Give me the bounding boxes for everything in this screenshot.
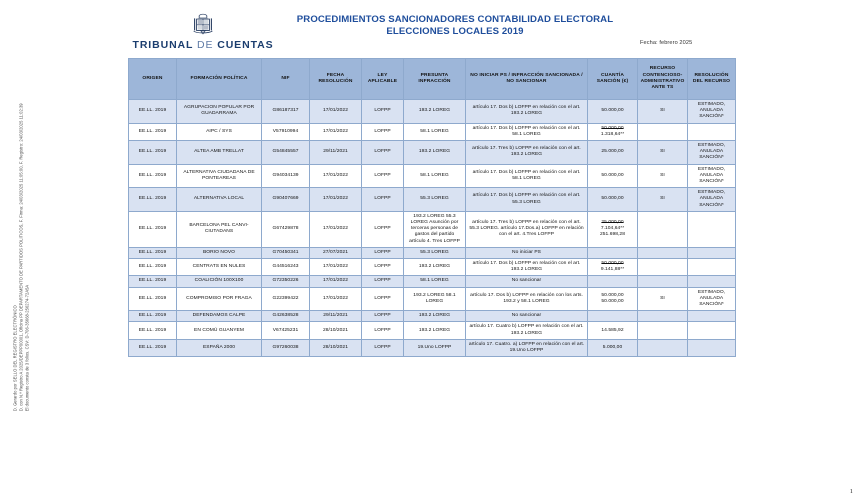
cell-resolucion: ESTIMADO, ANULADA SANCIÓN*: [688, 188, 736, 212]
cell-infraccion: 193.2 LOREG 55.3 LOREG Asunción por terceras personas de gastos del partido artículo 4. Tres LOFPP: [404, 211, 466, 247]
cell-formacion: BORIO NOVO: [177, 247, 262, 258]
cell-nif: V67425231: [262, 322, 310, 339]
brand-word-de: DE: [197, 39, 214, 51]
cell-formacion: ALTEA AMB TRELLAT: [177, 141, 262, 165]
page-title: [255, 14, 655, 37]
cell-ley: LOFPP: [362, 123, 404, 140]
cell-no-iniciar: artículo 17. Dos b) LOFPP en relación con el art. 193.2 LOREG: [466, 259, 588, 276]
cell-no-iniciar: artículo 17. Dos b) LOFPP en relación con el art. 193.2 LOREG: [466, 100, 588, 124]
cell-origen: EE.LL. 2019: [129, 247, 177, 258]
cell-recurso: SI: [638, 100, 688, 124]
column-header-ley: LEY APLICABLE: [362, 59, 404, 100]
table-header-row: [129, 59, 736, 100]
cell-recurso: [638, 247, 688, 258]
cell-resolucion: ESTIMADO, ANULADA SANCIÓN*: [688, 287, 736, 311]
column-header-fecha: FECHA RESOLUCIÓN: [310, 59, 362, 100]
cell-ley: LOFPP: [362, 339, 404, 356]
page-title-line-2: ELECCIONES LOCALES 2019: [386, 25, 524, 37]
amount-value: 50.000,00: [601, 172, 624, 178]
cell-ley: LOFPP: [362, 247, 404, 258]
amount-value: 14.585,92: [601, 327, 624, 333]
cell-nif: G97260038: [262, 339, 310, 356]
amount-value: 251.698,28: [600, 232, 625, 238]
cell-ley: LOFPP: [362, 211, 404, 247]
cell-fecha: 17/01/2022: [310, 259, 362, 276]
column-header-recurso: RECURSO CONTENCIOSO-ADMINISTRATIVO ANTE TS: [638, 59, 688, 100]
amount-value: 9.141,88**: [600, 267, 625, 273]
cell-no-iniciar: artículo 17. Dos b) LOFPP en relación con el art. 58.1 LOREG: [466, 164, 588, 188]
column-header-infraccion: PRESUNTA INFRACCIÓN: [404, 59, 466, 100]
cell-recurso: [638, 311, 688, 322]
cell-origen: EE.LL. 2019: [129, 287, 177, 311]
cell-nif: G42638528: [262, 311, 310, 322]
cell-cuantia: [588, 259, 638, 276]
cell-recurso: SI: [638, 141, 688, 165]
amount-value: 50.000,00: [601, 125, 624, 131]
page-title-line-1: PROCEDIMIENTOS SANCIONADORES CONTABILIDAD ELECTORAL: [296, 14, 614, 25]
cell-no-iniciar: No sancionar: [466, 276, 588, 287]
cell-resolucion: [688, 247, 736, 258]
sanction-procedures-table-container: [128, 58, 853, 495]
cell-nif: V57910994: [262, 123, 310, 140]
cell-formacion: AGRUPACION POPULAR POR GUADARRAMA: [177, 100, 262, 124]
cell-origen: EE.LL. 2019: [129, 123, 177, 140]
cell-resolucion: ESTIMADO, ANULADA SANCIÓN*: [688, 164, 736, 188]
cell-origen: EE.LL. 2019: [129, 141, 177, 165]
amount-value: 50.000,00: [601, 108, 624, 114]
cell-formacion: BARCELONA PEL CANVI-CIUTADANS: [177, 211, 262, 247]
electronic-registry-stamp-text: [13, 71, 32, 411]
cell-no-iniciar: artículo 17. Dos b) LOFPP en relación con el art. 55.3 LOREG: [466, 188, 588, 212]
table-body: [129, 100, 736, 357]
cell-infraccion: 58.1 LOREG: [404, 276, 466, 287]
cell-ley: LOFPP: [362, 188, 404, 212]
cell-infraccion: 193.2 LOREG: [404, 100, 466, 124]
table-row: [129, 211, 736, 247]
cell-no-iniciar: No sancionar: [466, 311, 588, 322]
table-row: [129, 123, 736, 140]
cell-origen: EE.LL. 2019: [129, 322, 177, 339]
amount-value: 1.318,64**: [600, 131, 625, 137]
column-header-nif: NIF: [262, 59, 310, 100]
cell-recurso: SI: [638, 287, 688, 311]
cell-origen: EE.LL. 2019: [129, 339, 177, 356]
cell-nif: G86187317: [262, 100, 310, 124]
cell-resolucion: [688, 322, 736, 339]
cell-nif: G44516243: [262, 259, 310, 276]
document-header: [0, 0, 850, 56]
cell-formacion: COMPROMISO POR FRAGA: [177, 287, 262, 311]
cell-origen: EE.LL. 2019: [129, 188, 177, 212]
cell-cuantia: [588, 188, 638, 212]
table-row: [129, 141, 736, 165]
cell-resolucion: ESTIMADO, ANULADA SANCIÓN*: [688, 141, 736, 165]
cell-infraccion: 193.2 LOREG: [404, 311, 466, 322]
amount-value: 50.000,00: [601, 292, 624, 298]
cell-resolucion: [688, 276, 736, 287]
cell-resolucion: [688, 211, 736, 247]
cell-fecha: 27/07/2021: [310, 247, 362, 258]
table-row: [129, 339, 736, 356]
cell-fecha: 29/11/2021: [310, 141, 362, 165]
spanish-coat-of-arms-icon: [189, 13, 217, 38]
cell-nif: G90407669: [262, 188, 310, 212]
table-row: [129, 287, 736, 311]
cell-origen: EE.LL. 2019: [129, 100, 177, 124]
cell-recurso: [638, 276, 688, 287]
document-date: Fecha: febrero 2025: [640, 40, 693, 46]
cell-infraccion: 193.2 LOREG: [404, 259, 466, 276]
table-row: [129, 100, 736, 124]
cell-formacion: ALTERNATIVA CIUDADANA DE PONTEAREAS: [177, 164, 262, 188]
amount-value: 25.000,00: [601, 220, 624, 226]
amount-value: 50.000,00: [601, 298, 624, 304]
cell-origen: EE.LL. 2019: [129, 259, 177, 276]
cell-formacion: ALTERNATIVA LOCAL: [177, 188, 262, 212]
brand-word-tribunal: TRIBUNAL: [132, 39, 194, 51]
cell-infraccion: 55.3 LOREG: [404, 247, 466, 258]
stamp-line-1: D. Gerardo por SELLO DEL REGISTRO ELECTRÓNICO: [12, 305, 18, 412]
cell-infraccion: 58.1 LOREG: [404, 164, 466, 188]
cell-fecha: 29/11/2021: [310, 311, 362, 322]
amount-value: 7.104,64**: [600, 226, 625, 232]
cell-infraccion: 193.2 LOREG 58.1 LOREG: [404, 287, 466, 311]
table-row: [129, 188, 736, 212]
cell-ley: LOFPP: [362, 259, 404, 276]
amount-value: 50.000,00: [601, 261, 624, 267]
cell-ley: LOFPP: [362, 141, 404, 165]
table-row: [129, 259, 736, 276]
cell-nif: G94034139: [262, 164, 310, 188]
cell-cuantia: [588, 141, 638, 165]
column-header-resolucion: RESOLUCIÓN DEL RECURSO: [688, 59, 736, 100]
cell-origen: EE.LL. 2019: [129, 211, 177, 247]
cell-infraccion: 55.3 LOREG: [404, 188, 466, 212]
cell-no-iniciar: artículo 17. Cuatro. a) LOFPP en relación con el art. 19.Uno LOFPP: [466, 339, 588, 356]
cell-ley: LOFPP: [362, 164, 404, 188]
cell-no-iniciar: artículo 17. Cuatro b) LOFPP en relación con el art. 193.2 LOREG: [466, 322, 588, 339]
cell-origen: EE.LL. 2019: [129, 311, 177, 322]
electronic-registry-stamp: [0, 0, 34, 480]
cell-fecha: 17/01/2022: [310, 276, 362, 287]
cell-recurso: [638, 339, 688, 356]
cell-nif: G70450341: [262, 247, 310, 258]
cell-cuantia: [588, 287, 638, 311]
cell-nif: G54845557: [262, 141, 310, 165]
cell-cuantia: [588, 322, 638, 339]
cell-nif: G67429878: [262, 211, 310, 247]
cell-resolucion: [688, 311, 736, 322]
cell-origen: EE.LL. 2019: [129, 164, 177, 188]
cell-ley: LOFPP: [362, 100, 404, 124]
cell-cuantia: [588, 276, 638, 287]
cell-infraccion: 19.Uno LOFPP: [404, 339, 466, 356]
cell-no-iniciar: artículo 17. Tres b) LOFPP en relación con el art. 193.2 LOREG: [466, 141, 588, 165]
cell-formacion: CENTRATS EN NULES: [177, 259, 262, 276]
cell-infraccion: 193.2 LOREG: [404, 322, 466, 339]
cell-no-iniciar: artículo 17. Tres b) LOFPP en relación con el art. 55.3 LOREG. artículo 17.Dos.a) LOFPP en relación con el art. 4.Tres LOFPP: [466, 211, 588, 247]
table-row: [129, 247, 736, 258]
column-header-origen: ORIGEN: [129, 59, 177, 100]
cell-resolucion: [688, 123, 736, 140]
column-header-no-iniciar: NO INICIAR PS / INFRACCIÓN SANCIONADA / NO SANCIONAR: [466, 59, 588, 100]
cell-recurso: [638, 123, 688, 140]
cell-ley: LOFPP: [362, 276, 404, 287]
cell-resolucion: [688, 259, 736, 276]
cell-fecha: 17/01/2022: [310, 211, 362, 247]
table-row: [129, 311, 736, 322]
cell-cuantia: [588, 164, 638, 188]
cell-recurso: [638, 211, 688, 247]
cell-cuantia: [588, 247, 638, 258]
cell-fecha: 28/10/2021: [310, 322, 362, 339]
amount-value: 25.000,00: [601, 149, 624, 155]
sanction-procedures-table: [128, 58, 736, 357]
cell-cuantia: [588, 211, 638, 247]
cell-nif: G22399422: [262, 287, 310, 311]
cell-no-iniciar: artículo 17. Dos b) LOFPP en relación con el art. 58.1 LOREG: [466, 123, 588, 140]
cell-no-iniciar: artículo 17. Dos b) LOFPP en relación con los arts. 193.2 y 58.1 LOREG: [466, 287, 588, 311]
cell-cuantia: [588, 311, 638, 322]
cell-fecha: 17/01/2022: [310, 123, 362, 140]
cell-recurso: [638, 322, 688, 339]
organization-name: [108, 39, 298, 51]
cell-resolucion: ESTIMADO, ANULADA SANCIÓN*: [688, 100, 736, 124]
cell-cuantia: [588, 100, 638, 124]
cell-origen: EE.LL. 2019: [129, 276, 177, 287]
cell-recurso: SI: [638, 188, 688, 212]
column-header-formacion: FORMACIÓN POLÍTICA: [177, 59, 262, 100]
cell-formacion: AIPC / SYS: [177, 123, 262, 140]
cell-fecha: 17/01/2022: [310, 164, 362, 188]
cell-recurso: SI: [638, 164, 688, 188]
table-row: [129, 164, 736, 188]
cell-fecha: 28/10/2021: [310, 339, 362, 356]
table-row: [129, 322, 736, 339]
cell-fecha: 17/01/2022: [310, 188, 362, 212]
stamp-line-2: D. con N.º Registro A 2025/DEPPP00001, Oficina PP DEPARTAMENTO DE PARTIDOS POLITICOS, F. Firma: 24/03/2025 11:05:00, F. Registro: 24/03/2025 11:02:39: [18, 103, 24, 412]
column-header-cuantia: CUANTÍA SANCIÓN (€): [588, 59, 638, 100]
cell-no-iniciar: No iniciar PS: [466, 247, 588, 258]
cell-cuantia: [588, 339, 638, 356]
cell-cuantia: [588, 123, 638, 140]
cell-fecha: 17/01/2022: [310, 100, 362, 124]
cell-ley: LOFPP: [362, 287, 404, 311]
cell-formacion: COALICIÓN 100X100: [177, 276, 262, 287]
cell-formacion: EN COMÚ GUANYEM: [177, 322, 262, 339]
cell-nif: G72350226: [262, 276, 310, 287]
page-number: 1: [849, 488, 853, 495]
cell-formacion: DEFENDAMOS CALPE: [177, 311, 262, 322]
cell-infraccion: 58.1 LOREG: [404, 123, 466, 140]
cell-recurso: [638, 259, 688, 276]
table-header: [129, 59, 736, 100]
amount-value: 5.000,00: [602, 344, 623, 350]
amount-value: 50.000,00: [601, 196, 624, 202]
cell-infraccion: 193.2 LOREG: [404, 141, 466, 165]
table-row: [129, 276, 736, 287]
brand-word-cuentas: CUENTAS: [217, 39, 274, 51]
cell-resolucion: [688, 339, 736, 356]
stamp-line-3: El documento consta de 3 folios. CSV: D-706-35668-256274-72A5A: [25, 284, 31, 412]
cell-formacion: ESPAÑA 2000: [177, 339, 262, 356]
cell-fecha: 17/01/2022: [310, 287, 362, 311]
cell-ley: LOFPP: [362, 322, 404, 339]
cell-ley: LOFPP: [362, 311, 404, 322]
